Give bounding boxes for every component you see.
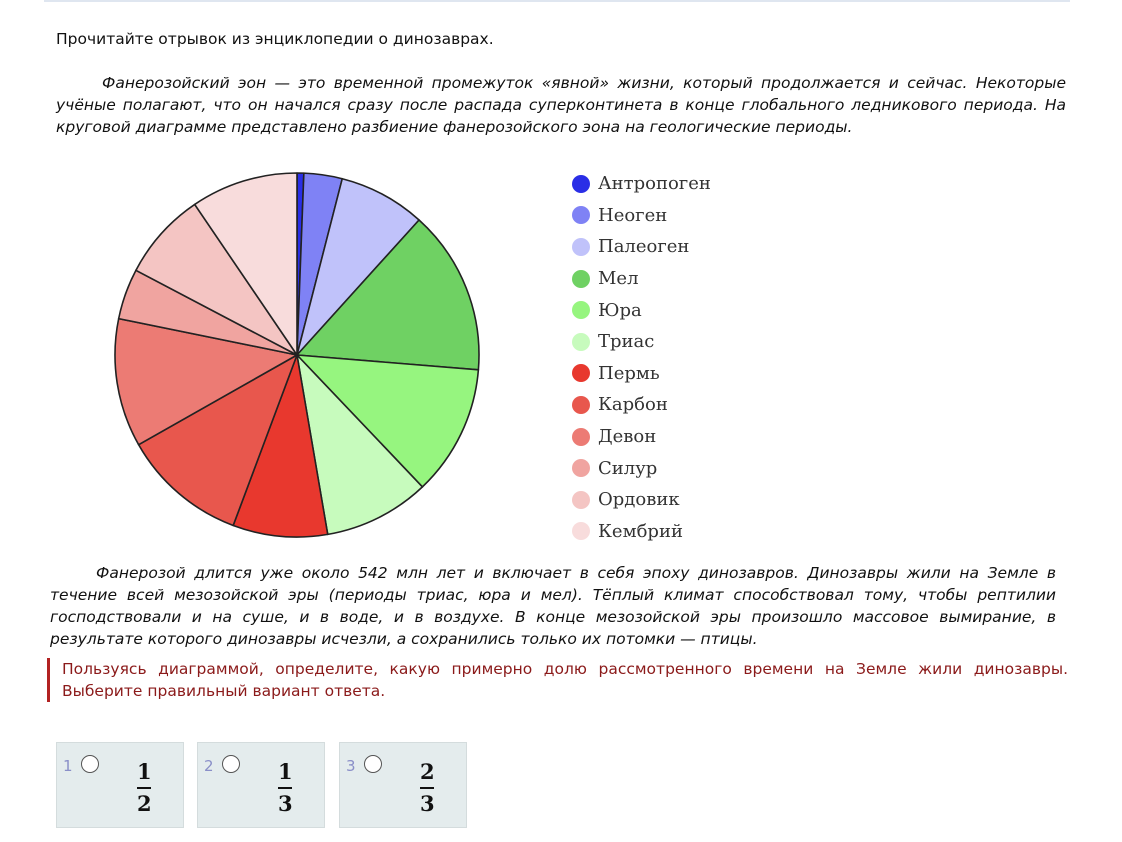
fraction [420,759,435,817]
legend-label: Неоген [598,204,668,226]
legend-label: Антропоген [598,173,711,195]
fraction-numerator: 2 [420,759,435,784]
answer-option-2[interactable] [197,742,325,828]
legend-label: Силур [598,457,658,479]
legend-swatch [572,175,590,193]
radio-button[interactable] [81,755,99,773]
chart-legend [572,168,711,547]
fraction-denominator: 3 [420,791,435,816]
legend-swatch [572,428,590,446]
legend-item [572,294,711,326]
legend-item [572,263,711,295]
legend-label: Кембрий [598,520,683,542]
encyclopedia-paragraph-2: Фанерозой длится уже около 542 млн лет и включает в себя эпоху динозавров. Динозавры жили на Земле в течение всей мезозойской эры (периоды триас, юра и мел). Тёплый климат способствовал тому, чтобы рептилии господствовали и на суше, и в воде, и в воздухе. В конце мезозойской эры произошло массовое вымирание, в результате которого динозавры исчезли, а сохранились только их потомки — птицы. [50,564,1056,648]
legend-item [572,452,711,484]
answer-option-3[interactable] [339,742,467,828]
pie-chart [112,170,482,540]
legend-item [572,231,711,263]
top-divider [44,0,1070,2]
legend-swatch [572,522,590,540]
legend-label: Карбон [598,394,668,416]
legend-swatch [572,238,590,256]
fraction [278,759,293,817]
radio-button[interactable] [222,755,240,773]
legend-swatch [572,206,590,224]
option-number: 1 [63,757,73,775]
legend-item [572,358,711,390]
fraction-bar [278,787,292,789]
legend-item [572,326,711,358]
legend-label: Юра [598,299,642,321]
legend-swatch [572,491,590,509]
answer-option-1[interactable] [56,742,184,828]
legend-label: Девон [598,426,657,448]
legend-swatch [572,459,590,477]
fraction-numerator: 1 [137,759,152,784]
encyclopedia-paragraph-1: Фанерозойский эон — это временной промежуток «явной» жизни, который продолжается и сейчас. Некоторые учёные полагают, что он начался сразу после распада суперконтинета в конце глобального ледникового периода. На круговой диаграмме представлено разбиение фанерозойского эона на геологические периоды. [56,74,1066,136]
intro-text: Прочитайте отрывок из энциклопедии о динозаврах. [56,30,494,48]
legend-label: Ордовик [598,489,680,511]
legend-item [572,389,711,421]
fraction-numerator: 1 [278,759,293,784]
legend-item [572,516,711,548]
fraction [137,759,152,817]
option-number: 2 [204,757,214,775]
legend-item [572,200,711,232]
legend-item [572,421,711,453]
fraction-denominator: 3 [278,791,293,816]
legend-label: Палеоген [598,236,690,258]
option-number: 3 [346,757,356,775]
legend-item [572,168,711,200]
fraction-denominator: 2 [137,791,152,816]
legend-swatch [572,396,590,414]
legend-swatch [572,301,590,319]
question-text: Пользуясь диаграммой, определите, какую примерно долю рассмотренного времени на Земле жили динозавры. Выберите правильный вариант ответа. [47,658,1068,702]
fraction-bar [420,787,434,789]
legend-item [572,484,711,516]
legend-label: Триас [598,331,655,353]
legend-label: Пермь [598,362,660,384]
radio-button[interactable] [364,755,382,773]
fraction-bar [137,787,151,789]
legend-swatch [572,364,590,382]
legend-swatch [572,270,590,288]
legend-label: Мел [598,268,639,290]
legend-swatch [572,333,590,351]
